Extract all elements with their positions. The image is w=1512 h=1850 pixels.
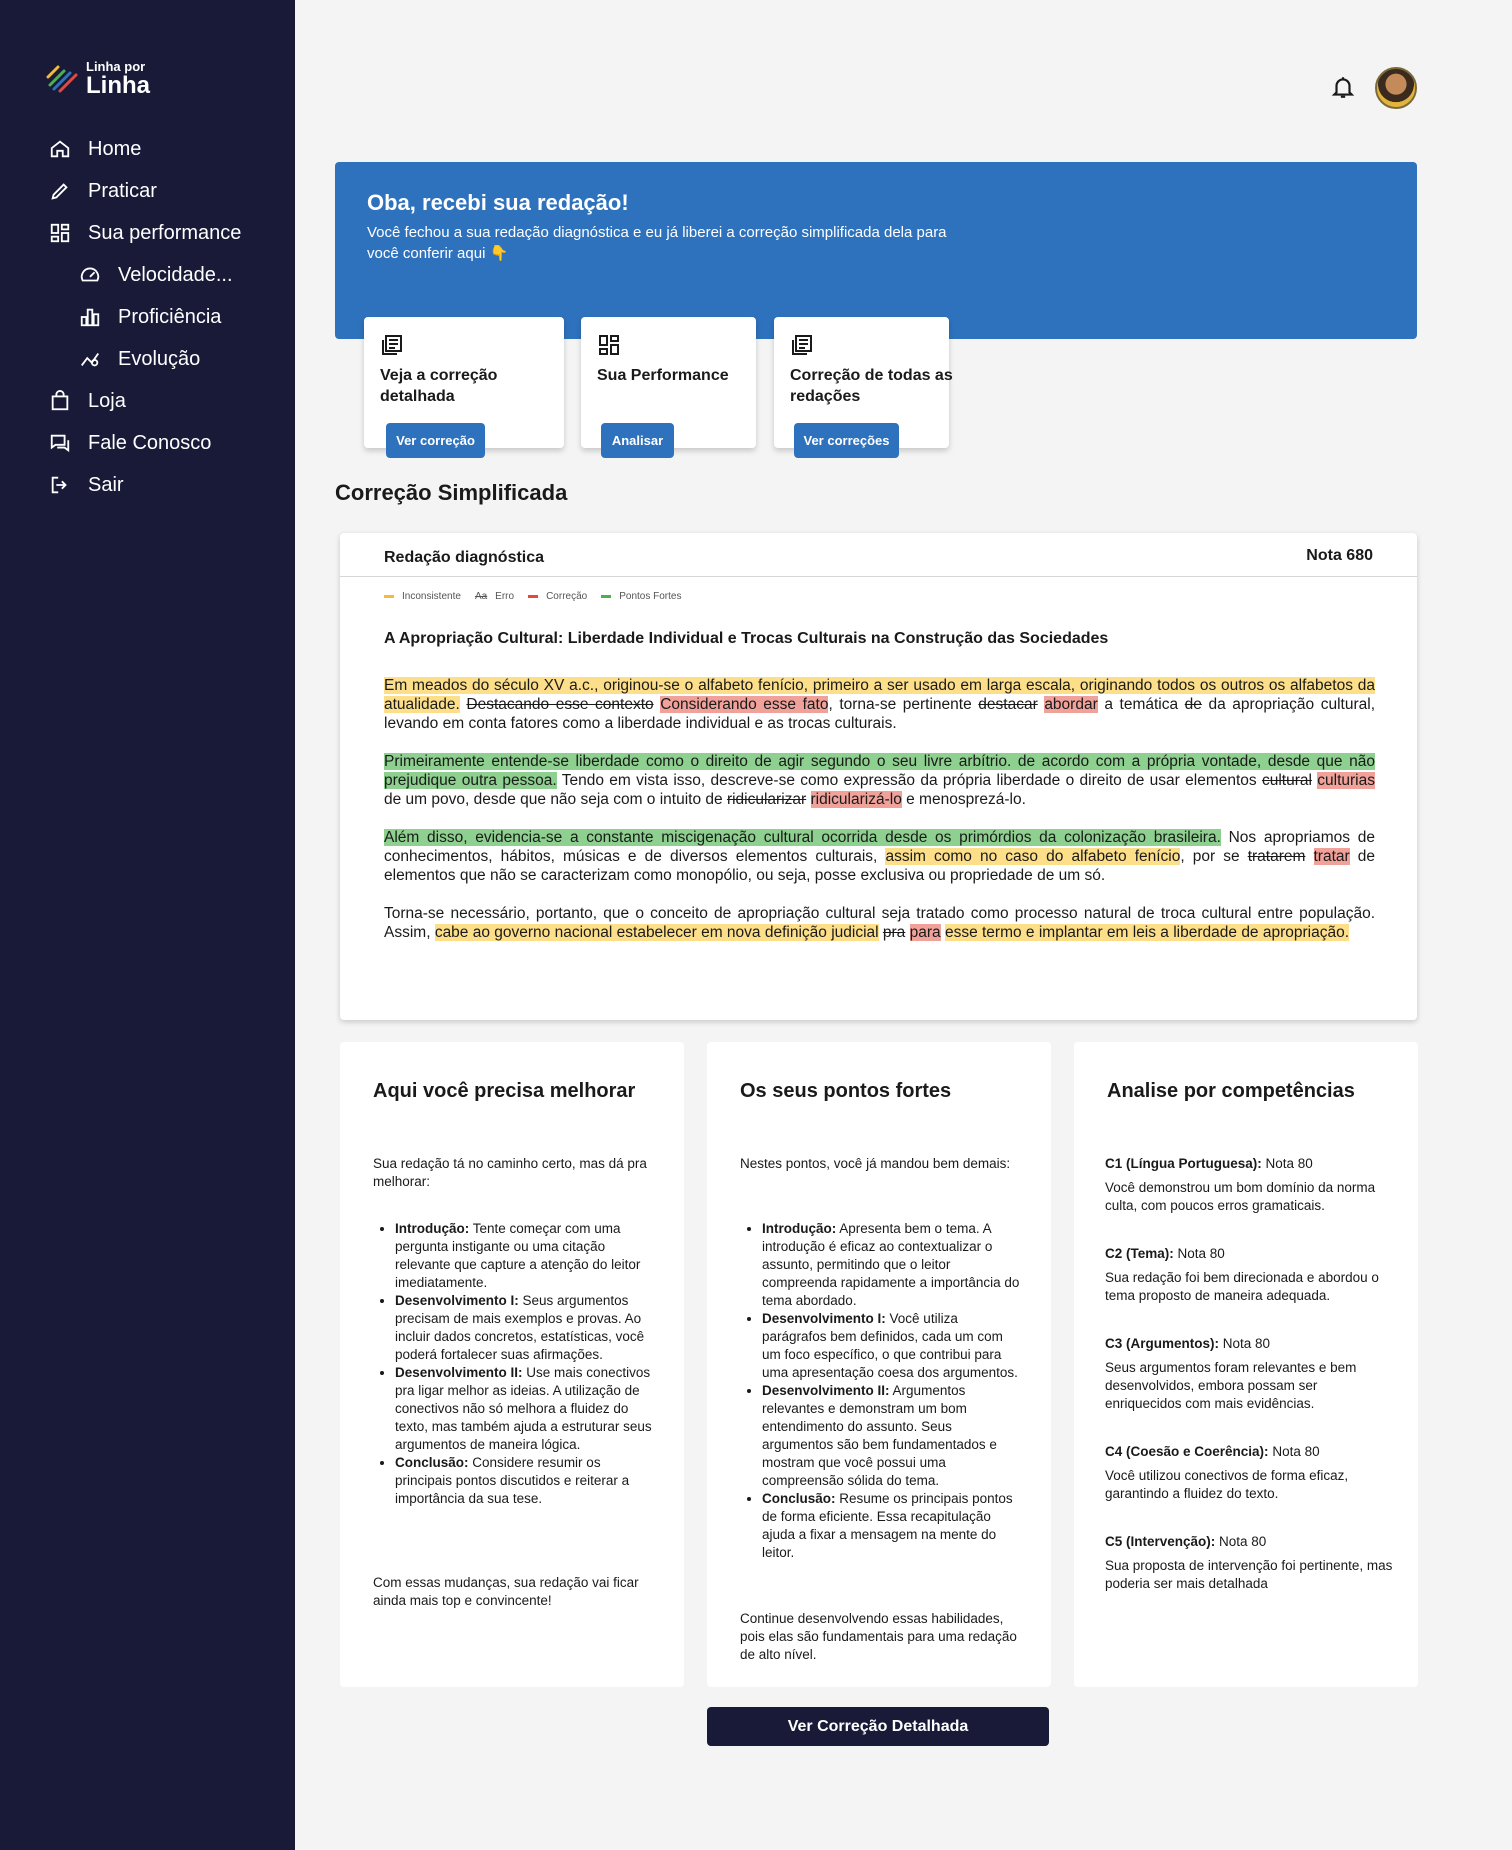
competency-item: C2 (Tema): Nota 80 Sua redação foi bem direcionada e abordou o tema proposto de maneira adequada.: [1105, 1246, 1379, 1303]
welcome-banner: [335, 162, 1417, 339]
card-title: Sua Performance: [597, 367, 729, 384]
improve-title: Aqui você precisa melhorar: [373, 1080, 636, 1102]
bell-icon[interactable]: [1330, 74, 1356, 100]
legend-erro: Aa Erro: [474, 591, 515, 602]
list-item: • Desenvolvimento II: Use mais conectivos pra ligar melhor as ideias. A utilização de conectivos não só melhora a fluidez do texto, mas também ajuda a estruturar seus argumentos de maneira lógica.: [395, 1364, 655, 1454]
competency-item: C4 (Coesão e Coerência): Nota 80 Você utilizou conectivos de forma eficaz, garantindo a fluidez do texto.: [1105, 1444, 1349, 1501]
error-text[interactable]: cultural: [1261, 772, 1312, 789]
competencies-card: [1074, 1042, 1418, 1687]
analisar-button[interactable]: Analisar: [601, 423, 674, 458]
nav-label-sair: Sair: [88, 473, 124, 496]
list-item: • Conclusão: Resume os principais pontos de forma eficiente. Essa recapitulação ajuda a fixar a mensagem na mente do leitor.: [762, 1490, 1022, 1562]
essay-card: [340, 533, 1417, 1020]
correction-text[interactable]: para: [909, 924, 941, 941]
article-icon: [380, 333, 404, 357]
error-text[interactable]: Destacando esse contexto: [466, 696, 654, 713]
nav-item-praticar[interactable]: [48, 170, 288, 212]
logo-small-text: Linha por: [86, 59, 146, 74]
nav-item-evolucao[interactable]: [48, 338, 288, 380]
legend: [384, 591, 695, 602]
bar-chart-icon: [78, 305, 102, 329]
banner-title: Oba, recebi sua redação!: [367, 190, 629, 215]
highlight-inconsistente[interactable]: assim como no caso do alfabeto fenício: [885, 848, 1181, 865]
essay-body: [384, 676, 1375, 961]
strengths-title: Os seus pontos fortes: [740, 1080, 952, 1102]
improve-list: [395, 1220, 655, 1508]
nav-item-proficiencia[interactable]: [48, 296, 288, 338]
nav-label-praticar: Praticar: [88, 179, 157, 202]
error-text[interactable]: pra: [882, 924, 906, 941]
ver-correcao-detalhada-button[interactable]: Ver Correção Detalhada: [707, 1707, 1049, 1746]
shopping-bag-icon: [48, 389, 72, 413]
dashboard-icon: [597, 333, 621, 357]
nav-label-loja: Loja: [88, 389, 126, 412]
strengths-outro: Continue desenvolvendo essas habilidades, pois elas são fundamentais para uma redação de alto nível.: [740, 1611, 1017, 1662]
correction-text[interactable]: ridicularizá-lo: [810, 791, 902, 808]
nav-item-loja[interactable]: [48, 380, 288, 422]
highlight-inconsistente[interactable]: cabe ao governo nacional estabelecer em nova definição judicial: [434, 924, 879, 941]
home-icon: [48, 137, 72, 161]
highlight-inconsistente[interactable]: esse termo e implantar em leis a liberdade de apropriação.: [944, 924, 1350, 941]
error-text[interactable]: destacar: [978, 696, 1038, 713]
ver-correcao-button[interactable]: Ver correção: [386, 423, 485, 458]
list-item: • Introdução: Tente começar com uma pergunta instigante ou uma citação relevante que capture a atenção do leitor imediatamente.: [395, 1220, 655, 1292]
improve-outro: Com essas mudanças, sua redação vai ficar ainda mais top e convincente!: [373, 1575, 639, 1608]
essay-label: Redação diagnóstica: [384, 549, 545, 566]
card-title: Veja a correção detalhada: [380, 367, 498, 405]
essay-paragraph: Além disso, evidencia-se a constante miscigenação cultural ocorrida desde os primórdios da colonização brasileira. Nos apropriamos de conhecimentos, hábitos, músicas e de diversos elementos culturais, assim como no caso do alfabeto fenício, por se tratarem tratar de elementos que não se caracterizam como monopólio, ou seja, posse exclusiva ou propriedade de um só.: [384, 829, 1376, 884]
nav-label-velocidade: Velocidade...: [118, 263, 233, 286]
nav-label-performance: Sua performance: [88, 221, 242, 244]
logo-big-text: Linha: [86, 72, 150, 99]
trend-icon: [78, 347, 102, 371]
strengths-intro: Nestes pontos, você já mandou bem demais:: [740, 1156, 1011, 1171]
legend-pontos-fortes: Pontos Fortes: [601, 591, 681, 602]
highlight-ponto-forte[interactable]: Primeiramente entende-se liberdade como o direito de agir segundo o seu livre arbítrio. de acordo com a própria vontade, desde que não prejudique outra pessoa.: [384, 753, 1375, 789]
nav-item-home[interactable]: [48, 128, 288, 170]
nav-label-fale-conosco: Fale Conosco: [88, 431, 212, 454]
card-title: Correção de todas as redações: [790, 367, 953, 405]
competency-item: C3 (Argumentos): Nota 80 Seus argumentos foram relevantes e bem desenvolvidos, embora possam ser enriquecidos com mais evidências.: [1105, 1336, 1357, 1411]
nav-label-evolucao: Evolução: [118, 347, 201, 370]
dashboard-icon: [48, 221, 72, 245]
correction-text[interactable]: tratar: [1313, 848, 1350, 865]
error-text[interactable]: ridicularizar: [726, 791, 807, 808]
list-item: • Introdução: Apresenta bem o tema. A introdução é eficaz ao contextualizar o assunto, permitindo que o leitor compreenda rapidamente a importância do tema abordado.: [762, 1220, 1022, 1310]
improve-card: [340, 1042, 684, 1687]
strengths-card: [707, 1042, 1051, 1687]
pencil-icon: [48, 179, 72, 203]
speedometer-icon: [78, 263, 102, 287]
section-title: Correção Simplificada: [335, 480, 568, 505]
card-all-corrections: [774, 317, 953, 448]
article-icon: [790, 333, 814, 357]
essay-paragraph: Primeiramente entende-se liberdade como o direito de agir segundo o seu livre arbítrio. de acordo com a própria vontade, desde que não prejudique outra pessoa. Tendo em vista isso, descreve-se como expressão da própria liberdade o direito de usar elementos cultural culturias de um povo, desde que não seja com o intuito de ridicularizar ridicularizá-lo e menosprezá-lo.: [384, 753, 1375, 808]
sidebar: [0, 0, 295, 1850]
competency-item: C1 (Língua Portuguesa): Nota 80 Você demonstrou um bom domínio da norma culta, com poucos erros gramaticais.: [1105, 1156, 1376, 1213]
nav-label-home: Home: [88, 137, 142, 160]
strengths-list: [762, 1220, 1022, 1562]
competencies-title: Analise por competências: [1107, 1080, 1355, 1102]
card-detailed-correction: [364, 317, 564, 448]
list-item: • Desenvolvimento II: Argumentos relevantes e demonstram um bom entendimento do assunto. Seus argumentos são bem fundamentados e mostram que você possui uma compreensão sólida do tema.: [762, 1382, 1022, 1490]
list-item: • Desenvolvimento I: Seus argumentos precisam de mais exemplos e provas. Ao incluir dados concretos, estatísticas, você poderá fortalecer suas afirmações.: [395, 1292, 655, 1364]
improve-intro: Sua redação tá no caminho certo, mas dá pra melhorar:: [373, 1156, 647, 1189]
ver-correcoes-button[interactable]: Ver correções: [794, 423, 899, 458]
essay-title: A Apropriação Cultural: Liberdade Individual e Trocas Culturais na Construção das Sociedades: [384, 630, 1109, 647]
nav-item-performance[interactable]: [48, 212, 288, 254]
correction-text[interactable]: culturias: [1317, 772, 1375, 789]
essay-paragraph: Torna-se necessário, portanto, que o conceito de apropriação cultural seja tratado como processo natural de troca cultural entre população. Assim, cabe ao governo nacional estabelecer em nova definição judicial pra para esse termo e implantar em leis a liberdade de apropriação.: [384, 905, 1375, 941]
logo[interactable]: [46, 60, 150, 98]
highlight-inconsistente[interactable]: Em meados do século XV a.c., originou-se o alfabeto fenício, primeiro a ser usado em larga escala, originando todos os outros os alfabetos da atualidade.: [384, 677, 1375, 713]
competency-item: C5 (Intervenção): Nota 80 Sua proposta de intervenção foi pertinente, mas poderia ser mais detalhada: [1105, 1534, 1393, 1591]
highlight-ponto-forte[interactable]: Além disso, evidencia-se a constante miscigenação cultural ocorrida desde os primórdios da colonização brasileira.: [384, 829, 1221, 846]
main-nav: [48, 128, 288, 506]
nav-item-fale-conosco[interactable]: [48, 422, 288, 464]
correction-text[interactable]: abordar: [1044, 696, 1098, 713]
nav-item-velocidade[interactable]: [48, 254, 288, 296]
error-text[interactable]: tratarem: [1247, 848, 1306, 865]
essay-paragraph: Em meados do século XV a.c., originou-se o alfabeto fenício, primeiro a ser usado em larga escala, originando todos os outros os alfabetos da atualidade. Destacando esse contexto Considerando esse fato, torna-se pertinente destacar abordar a temática de da apropriação cultural, levando em conta fatores como a liberdade individual e as trocas culturais.: [384, 677, 1376, 732]
legend-inconsistente: Inconsistente: [384, 591, 461, 602]
nav-item-sair[interactable]: [48, 464, 288, 506]
logo-icon: [46, 63, 80, 95]
list-item: • Conclusão: Considere resumir os principais pontos discutidos e reiterar a importância da sua tese.: [395, 1454, 655, 1508]
chat-icon: [48, 431, 72, 455]
error-text[interactable]: de: [1184, 696, 1202, 713]
banner-text: Você fechou a sua redação diagnóstica e eu já liberei a correção simplificada dela para você conferir aqui 👇: [367, 224, 947, 262]
essay-header: [340, 533, 1417, 577]
list-item: • Desenvolvimento I: Você utiliza parágrafos bem definidos, cada um com um foco específico, o que contribui para uma apresentação coesa dos argumentos.: [762, 1310, 1022, 1382]
correction-text[interactable]: Considerando esse fato: [660, 696, 829, 713]
legend-correcao: Correção: [528, 591, 587, 602]
card-performance: [581, 317, 756, 448]
logout-icon: [48, 473, 72, 497]
avatar[interactable]: [1375, 67, 1417, 109]
nav-label-proficiencia: Proficiência: [118, 305, 222, 328]
essay-score: Nota 680: [1306, 547, 1373, 564]
